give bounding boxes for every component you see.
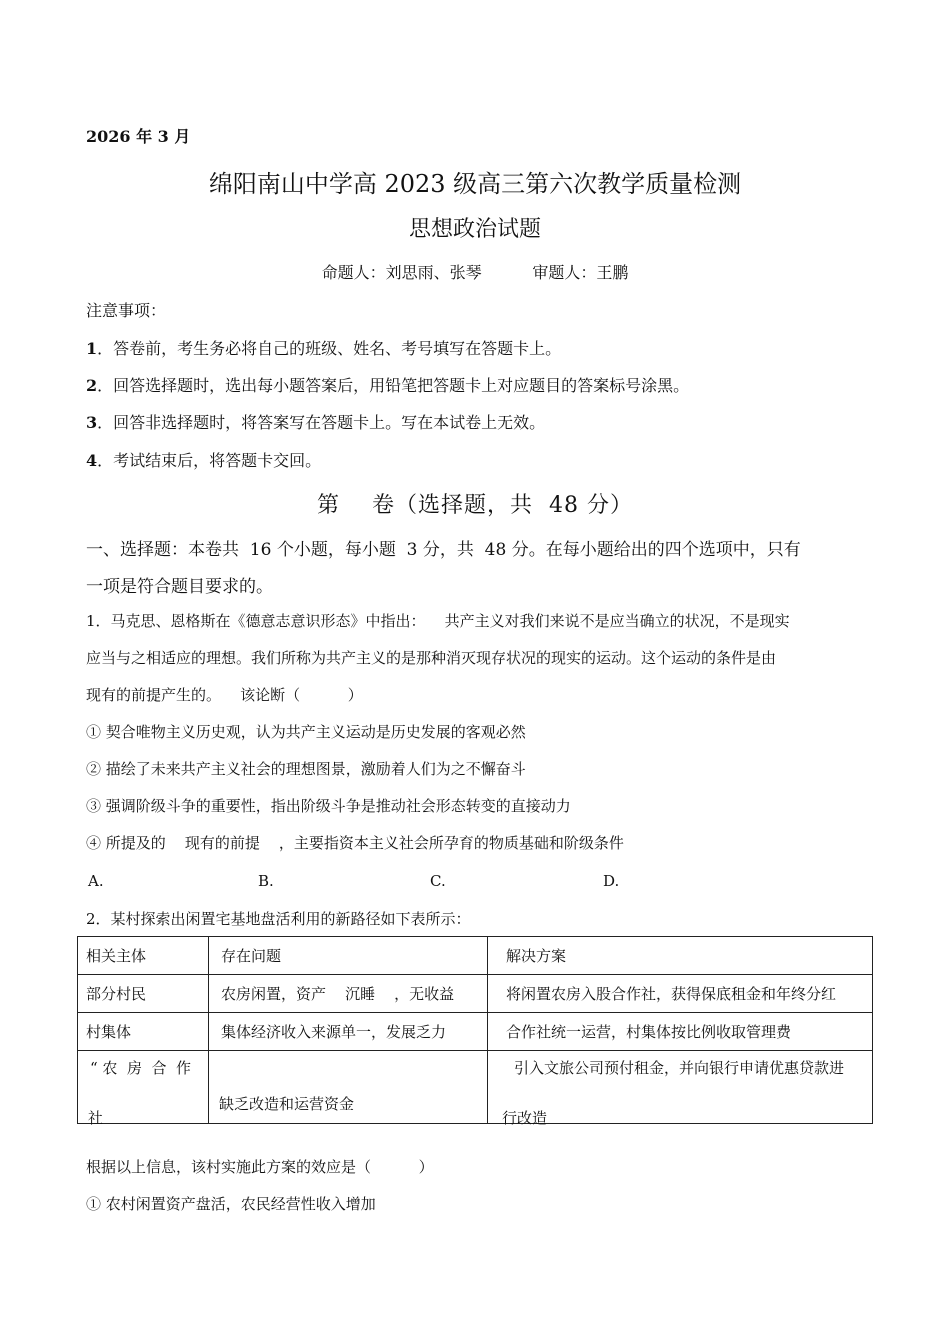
choice-d[interactable]: D. <box>603 872 620 890</box>
table-cell <box>78 1051 209 1127</box>
homestead-table <box>77 936 873 1127</box>
table-cell: 合作社统一运营，村集体按比例收取管理费 <box>488 1013 873 1051</box>
notice-item <box>86 373 689 396</box>
table-cell-line: 社 <box>88 1109 104 1127</box>
table-cell: 部分村民 <box>78 975 209 1013</box>
exam-title: 绵阳南山中学高 2023 级高三第六次教学质量检测 <box>208 170 742 198</box>
notice-item <box>86 448 321 471</box>
table-cell <box>209 1051 488 1124</box>
notice-item-number: 1 <box>86 339 98 358</box>
section-intro-line: 一、选择题：本卷共 16 个小题，每小题 3 分，共 48 分。在每小题给出的四个选项中，只有 <box>86 540 801 560</box>
question-1-option: ① 契合唯物主义历史观，认为共产主义运动是历史发展的客观必然 <box>86 723 526 741</box>
notice-item-text: ．考试结束后，将答题卡交回。 <box>97 451 322 470</box>
table-cell-line: 行改造 <box>502 1109 548 1127</box>
question-2-prompt: 根据以上信息，该村实施此方案的效应是（ ） <box>86 1158 434 1176</box>
notice-item-number: 2 <box>86 376 98 395</box>
choice-b[interactable]: B. <box>258 872 274 890</box>
table-cell-line: 引入文旅公司预付租金，并向银行申请优惠贷款进 <box>514 1059 845 1077</box>
question-1-option: ③ 强调阶级斗争的重要性，指出阶级斗争是推动社会形态转变的直接动力 <box>86 797 571 815</box>
notice-item <box>86 336 561 359</box>
table-cell: 集体经济收入来源单一，发展乏力 <box>209 1013 488 1051</box>
table-cell: 农房闲置，资产 沉睡 ，无收益 <box>209 975 488 1013</box>
table-row <box>78 975 873 1013</box>
question-1-stem: 现有的前提产生的。 该论断（ ） <box>86 686 363 704</box>
notice-item-text: ．答卷前，考生务必将自己的班级、姓名、考号填写在答题卡上。 <box>97 339 562 358</box>
table-header-cell: 相关主体 <box>78 937 209 975</box>
notice-item-text: ．回答选择题时，选出每小题答案后，用铅笔把答题卡上对应题目的答案标号涂黑。 <box>97 376 690 395</box>
notice-heading: 注意事项： <box>86 301 167 320</box>
table-cell <box>488 1051 873 1127</box>
table-row <box>78 1051 873 1124</box>
table-cell: 村集体 <box>78 1013 209 1051</box>
question-1-option: ② 描绘了未来共产主义社会的理想图景，激励着人们为之不懈奋斗 <box>86 760 526 778</box>
table-cell-line: 缺乏改造和运营资金 <box>219 1095 355 1113</box>
question-1-stem: 应当与之相适应的理想。我们所称为共产主义的是那种消灭现存状况的现实的运动。这个运动的条件是由 <box>86 649 777 667</box>
table-row <box>78 1013 873 1051</box>
question-1-stem: 1．马克思、恩格斯在《德意志意识形态》中指出： 共产主义对我们来说不是应当确立的状况，不是现实 <box>86 612 790 630</box>
choice-c[interactable]: C. <box>430 872 446 890</box>
notice-item-text: ．回答非选择题时，将答案写在答题卡上。写在本试卷上无效。 <box>97 413 546 432</box>
notice-item-number: 3 <box>86 413 98 432</box>
exam-subtitle: 思想政治试题 <box>408 217 541 242</box>
section-title: 第 卷（选择题，共 48 分） <box>317 493 633 518</box>
table-cell: 将闲置农房入股合作社，获得保底租金和年终分红 <box>488 975 873 1013</box>
table-cell-line: “ 农 房 合 作 <box>90 1059 192 1077</box>
table-header-row <box>78 937 873 975</box>
question-2-option: ① 农村闲置资产盘活，农民经营性收入增加 <box>86 1195 376 1213</box>
question-1-option: ④ 所提及的 现有的前提 ，主要指资本主义社会所孕育的物质基础和阶级条件 <box>86 834 624 852</box>
notice-item-number: 4 <box>86 451 98 470</box>
exam-authors: 命题人：刘思雨、张琴 审题人：王鹏 <box>321 263 629 282</box>
table-header-cell: 解决方案 <box>488 937 873 975</box>
notice-item <box>86 410 545 433</box>
choice-a[interactable]: A. <box>88 872 104 890</box>
question-2-stem: 2．某村探索出闲置宅基地盘活利用的新路径如下表所示： <box>86 910 471 928</box>
section-intro-line: 一项是符合题目要求的。 <box>86 577 273 597</box>
exam-date: 2026 年 3 月 <box>86 127 191 146</box>
table-header-cell: 存在问题 <box>209 937 488 975</box>
